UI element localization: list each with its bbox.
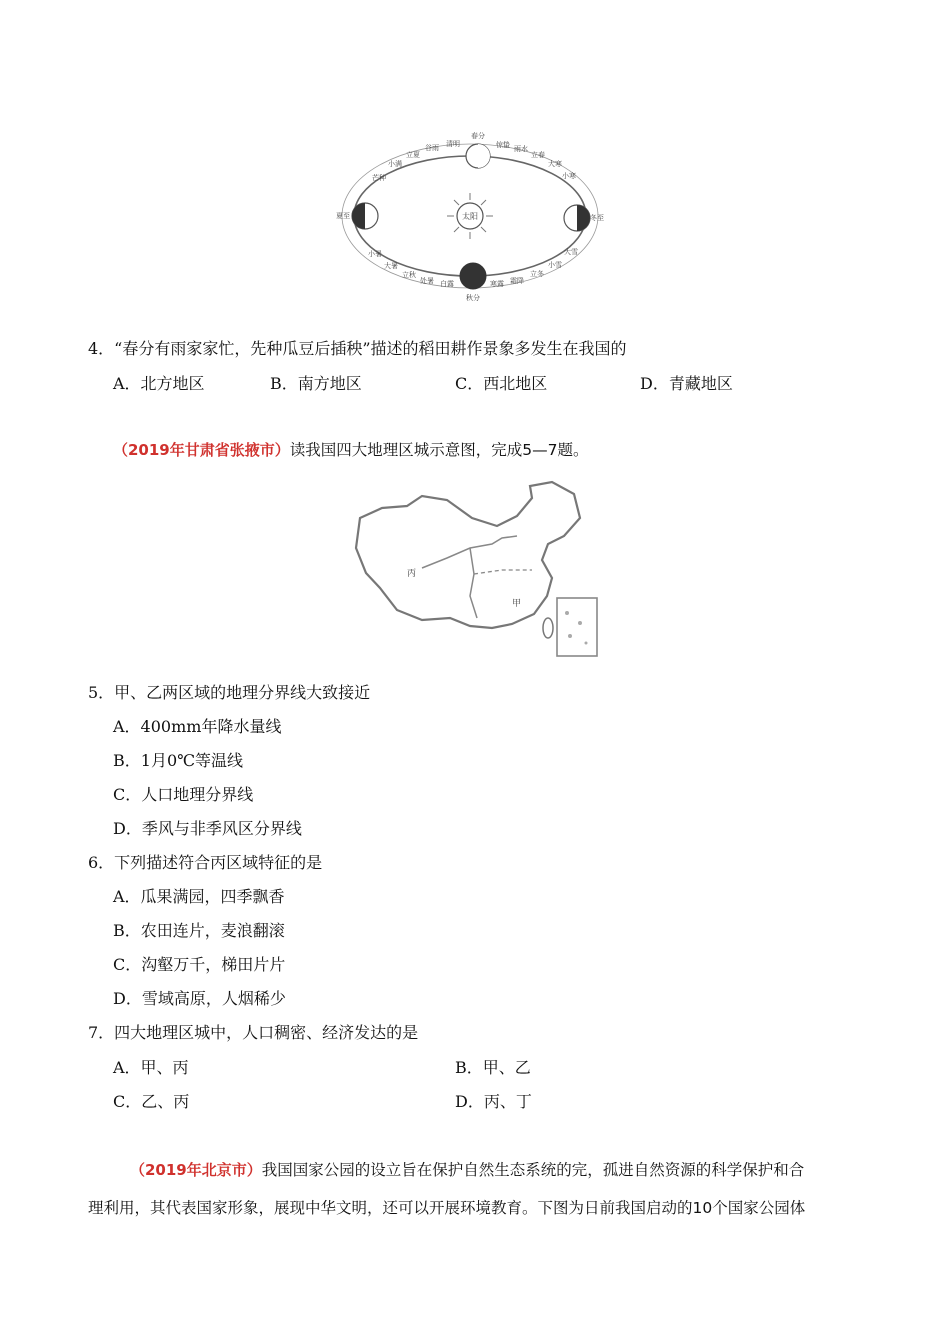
solar-term-label: 立春 <box>531 151 545 159</box>
solar-term-label: 春分 <box>471 132 485 140</box>
sun-label: 太阳 <box>462 212 478 221</box>
solar-term-label: 寒露 <box>490 280 504 288</box>
solar-term-label: 小满 <box>388 160 402 168</box>
solar-term-label: 秋分 <box>466 294 480 302</box>
q5-option-c: C．人口地理分界线 <box>113 785 254 804</box>
solar-term-label: 冬至 <box>590 214 604 222</box>
solar-term-label: 清明 <box>446 140 460 148</box>
region-label-jia: 甲 <box>512 599 522 609</box>
q6-option-a: A．瓜果满园，四季飘香 <box>113 887 285 906</box>
solar-term-label: 霜降 <box>510 277 524 285</box>
paragraph-text: 我国国家公园的设立旨在保护自然生态系统的完，孤进自然资源的科学保护和合 <box>261 1161 805 1179</box>
intro-5-7 <box>113 438 588 460</box>
q7-option-a: A．甲、丙 <box>113 1058 189 1077</box>
question-4-stem: 4．“春分有雨家家忙，先种瓜豆后插秧”描述的稻田耕作景象多发生在我国的 <box>88 339 627 358</box>
region-label-bing: 丙 <box>407 569 417 579</box>
q6-option-b: B．农田连片，麦浪翻滚 <box>113 921 285 940</box>
solar-term-label: 大暑 <box>384 262 398 270</box>
solar-term-label: 雨水 <box>514 145 528 153</box>
question-7-stem: 7．四大地理区城中，人口稠密、经济发达的是 <box>88 1023 419 1042</box>
intro-beijing-line1 <box>130 1158 804 1180</box>
earth-summer-icon <box>564 205 590 231</box>
q4-option-d: D．青藏地区 <box>640 374 733 393</box>
solar-term-label: 立冬 <box>530 270 544 278</box>
q5-option-d: D．季风与非季风区分界线 <box>113 819 302 838</box>
question-5-stem: 5．甲、乙两区域的地理分界线大致接近 <box>88 683 371 702</box>
question-6-stem: 6．下列描述符合丙区域特征的是 <box>88 853 323 872</box>
source-tag: （2019年北京市） <box>130 1161 262 1179</box>
solar-term-label: 小暑 <box>368 250 382 258</box>
source-tag: （2019年甘肃省张掖市） <box>113 441 290 459</box>
intro-text: 读我国四大地理区城示意图，完成5—7题。 <box>289 441 589 459</box>
solar-term-label: 处暑 <box>420 277 434 285</box>
solar-term-label: 惊蛰 <box>496 141 510 149</box>
sun-icon <box>447 193 493 239</box>
q5-option-b: B．1月0℃等温线 <box>113 751 244 770</box>
solar-term-label: 夏至 <box>336 212 350 220</box>
solar-term-label: 立夏 <box>406 151 420 159</box>
earth-spring-icon <box>466 144 490 168</box>
q7-option-d: D．丙、丁 <box>455 1092 532 1111</box>
q4-option-b: B．南方地区 <box>270 374 362 393</box>
solar-term-label: 谷雨 <box>425 144 439 152</box>
intro-beijing-line2: 理利用，其代表国家形象，展现中华文明，还可以开展环境教育。下图为日前我国启动的10个国家公园体 <box>88 1199 806 1217</box>
q5-option-a: A．400mm年降水量线 <box>113 717 282 736</box>
q4-option-c: C．西北地区 <box>455 374 548 393</box>
q4-option-a: A．北方地区 <box>113 374 205 393</box>
q7-option-b: B．甲、乙 <box>455 1058 531 1077</box>
solar-term-label: 立秋 <box>402 271 416 279</box>
solar-term-label: 小雪 <box>548 261 562 269</box>
china-region-map <box>352 478 604 660</box>
earth-autumn-icon <box>460 263 486 289</box>
solar-term-label: 白露 <box>440 280 454 288</box>
earth-winter-icon <box>352 203 378 229</box>
solar-term-label: 小寒 <box>562 172 576 180</box>
orbit-figure <box>335 128 605 303</box>
q7-option-c: C．乙、丙 <box>113 1092 190 1111</box>
solar-term-label: 大寒 <box>548 160 562 168</box>
solar-term-label: 大雪 <box>564 248 578 256</box>
q6-option-d: D．雪域高原，人烟稀少 <box>113 989 286 1008</box>
solar-term-label: 芒种 <box>372 174 386 182</box>
q6-option-c: C．沟壑万千，梯田片片 <box>113 955 286 974</box>
